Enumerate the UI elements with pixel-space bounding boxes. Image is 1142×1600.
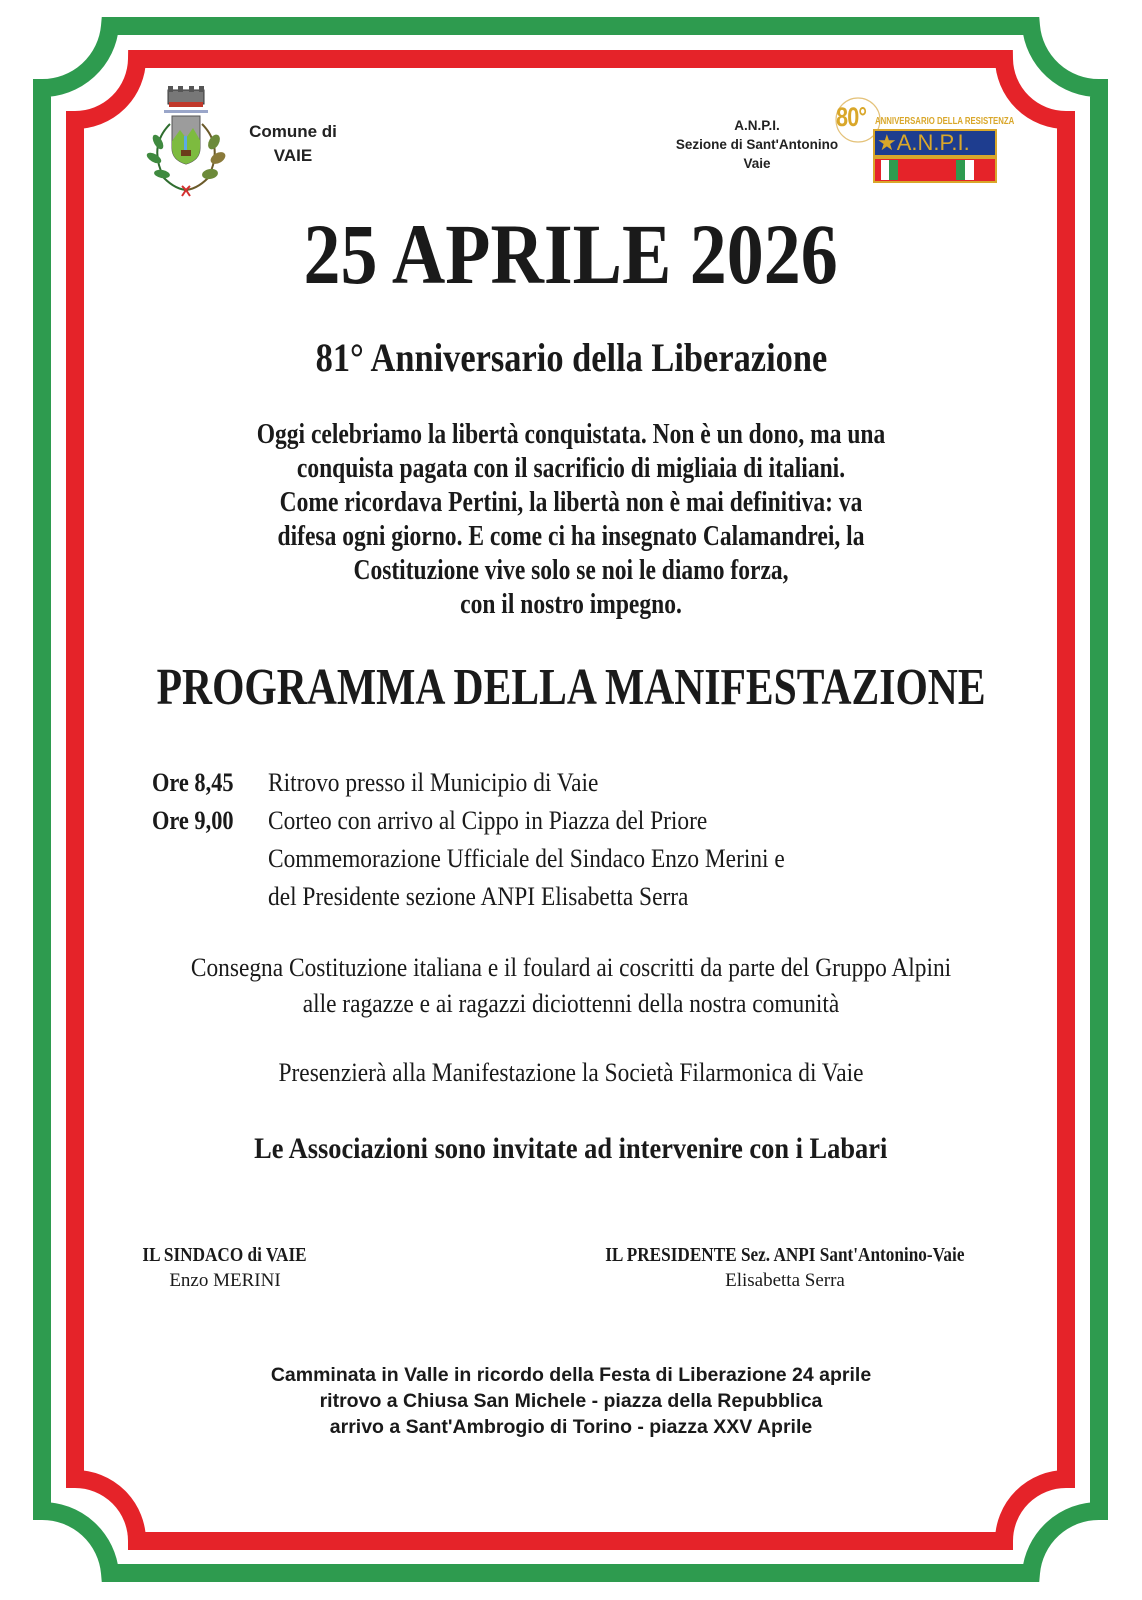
schedule-row — [152, 802, 952, 840]
quote-line: difesa ogni giorno. E come ci ha insegnato Calamandrei, la — [277, 521, 865, 552]
signature-name: Enzo MERINI — [169, 1270, 281, 1291]
camminata-line: Camminata in Valle in ricordo della Festa di Liberazione 24 aprile — [270, 1364, 872, 1386]
anpi-section-label — [662, 116, 852, 173]
quote-line: conquista pagata con il sacrificio di migliaia di italiani. — [296, 453, 846, 484]
associazioni-line — [0, 1130, 1142, 1168]
quote-line: Come ricordava Pertini, la libertà non è mai definitiva: va — [279, 487, 863, 518]
quote-line: Costituzione vive solo se noi le diamo forza, — [353, 555, 789, 586]
schedule — [152, 764, 952, 916]
comune-line1: Comune di — [249, 122, 337, 141]
page-title — [0, 204, 1142, 304]
anpi-logo-number: 80° — [836, 102, 867, 132]
program-title-text: PROGRAMMA DELLA MANIFESTAZIONE — [156, 659, 986, 716]
consegna-line: Consegna Costituzione italiana e il foulard ai coscritti da parte del Gruppo Alpini — [190, 953, 952, 982]
signature-mayor — [100, 1242, 350, 1294]
schedule-row — [152, 840, 952, 878]
camminata-line: ritrovo a Chiusa San Michele - piazza della Repubblica — [319, 1390, 823, 1412]
quote-line: con il nostro impegno. — [460, 589, 682, 620]
signature-role: IL PRESIDENTE Sez. ANPI Sant'Antonino-Vaie — [605, 1244, 965, 1266]
schedule-desc: Ritrovo presso il Municipio di Vaie — [268, 768, 599, 797]
signature-role: IL SINDACO di VAIE — [142, 1244, 308, 1266]
schedule-time: Ore 9,00 — [152, 806, 234, 835]
anpi-logo-brand: ★A.N.P.I. — [877, 130, 970, 155]
anpi-line1: A.N.P.I. — [734, 118, 780, 133]
signature-name: Elisabetta Serra — [725, 1270, 845, 1291]
comune-label — [238, 120, 348, 168]
coat-of-arms-icon — [136, 86, 236, 198]
subtitle-text: 81° Anniversario della Liberazione — [315, 335, 827, 380]
camminata-line: arrivo a Sant'Ambrogio di Torino - piazza XXV Aprile — [329, 1416, 813, 1438]
schedule-row — [152, 764, 952, 802]
schedule-time — [152, 878, 252, 916]
anpi-line3: Vaie — [743, 156, 771, 171]
consegna-line: alle ragazze e ai ragazzi diciottenni della nostra comunità — [302, 989, 840, 1018]
camminata-notice — [0, 1362, 1142, 1440]
schedule-desc: del Presidente sezione ANPI Elisabetta Serra — [268, 882, 689, 911]
schedule-desc: Corteo con arrivo al Cippo in Piazza del Priore — [268, 806, 708, 835]
signature-president — [540, 1242, 1030, 1294]
program-title — [0, 656, 1142, 720]
anpi-logo — [834, 96, 1015, 188]
quote-paragraph — [0, 418, 1142, 622]
comune-line2: VAIE — [273, 146, 313, 165]
quote-line: Oggi celebriamo la libertà conquistata. Non è un dono, ma una — [256, 419, 886, 450]
presenziera-text: Presenzierà alla Manifestazione la Società Filarmonica di Vaie — [278, 1058, 864, 1087]
subtitle — [0, 334, 1142, 382]
title-text: 25 APRILE 2026 — [303, 206, 839, 302]
anpi-line2: Sezione di Sant'Antonino — [675, 137, 839, 152]
presenziera-line — [0, 1055, 1142, 1091]
schedule-row — [152, 878, 952, 916]
consegna-paragraph — [0, 950, 1142, 1022]
anpi-logo-tagline: ANNIVERSARIO DELLA RESISTENZA — [875, 116, 1015, 127]
associazioni-text: Le Associazioni sono invitate ad intervenire con i Labari — [254, 1132, 888, 1165]
schedule-time — [152, 840, 252, 878]
schedule-desc: Commemorazione Ufficiale del Sindaco Enzo Merini e — [268, 844, 785, 873]
schedule-time: Ore 8,45 — [152, 768, 234, 797]
